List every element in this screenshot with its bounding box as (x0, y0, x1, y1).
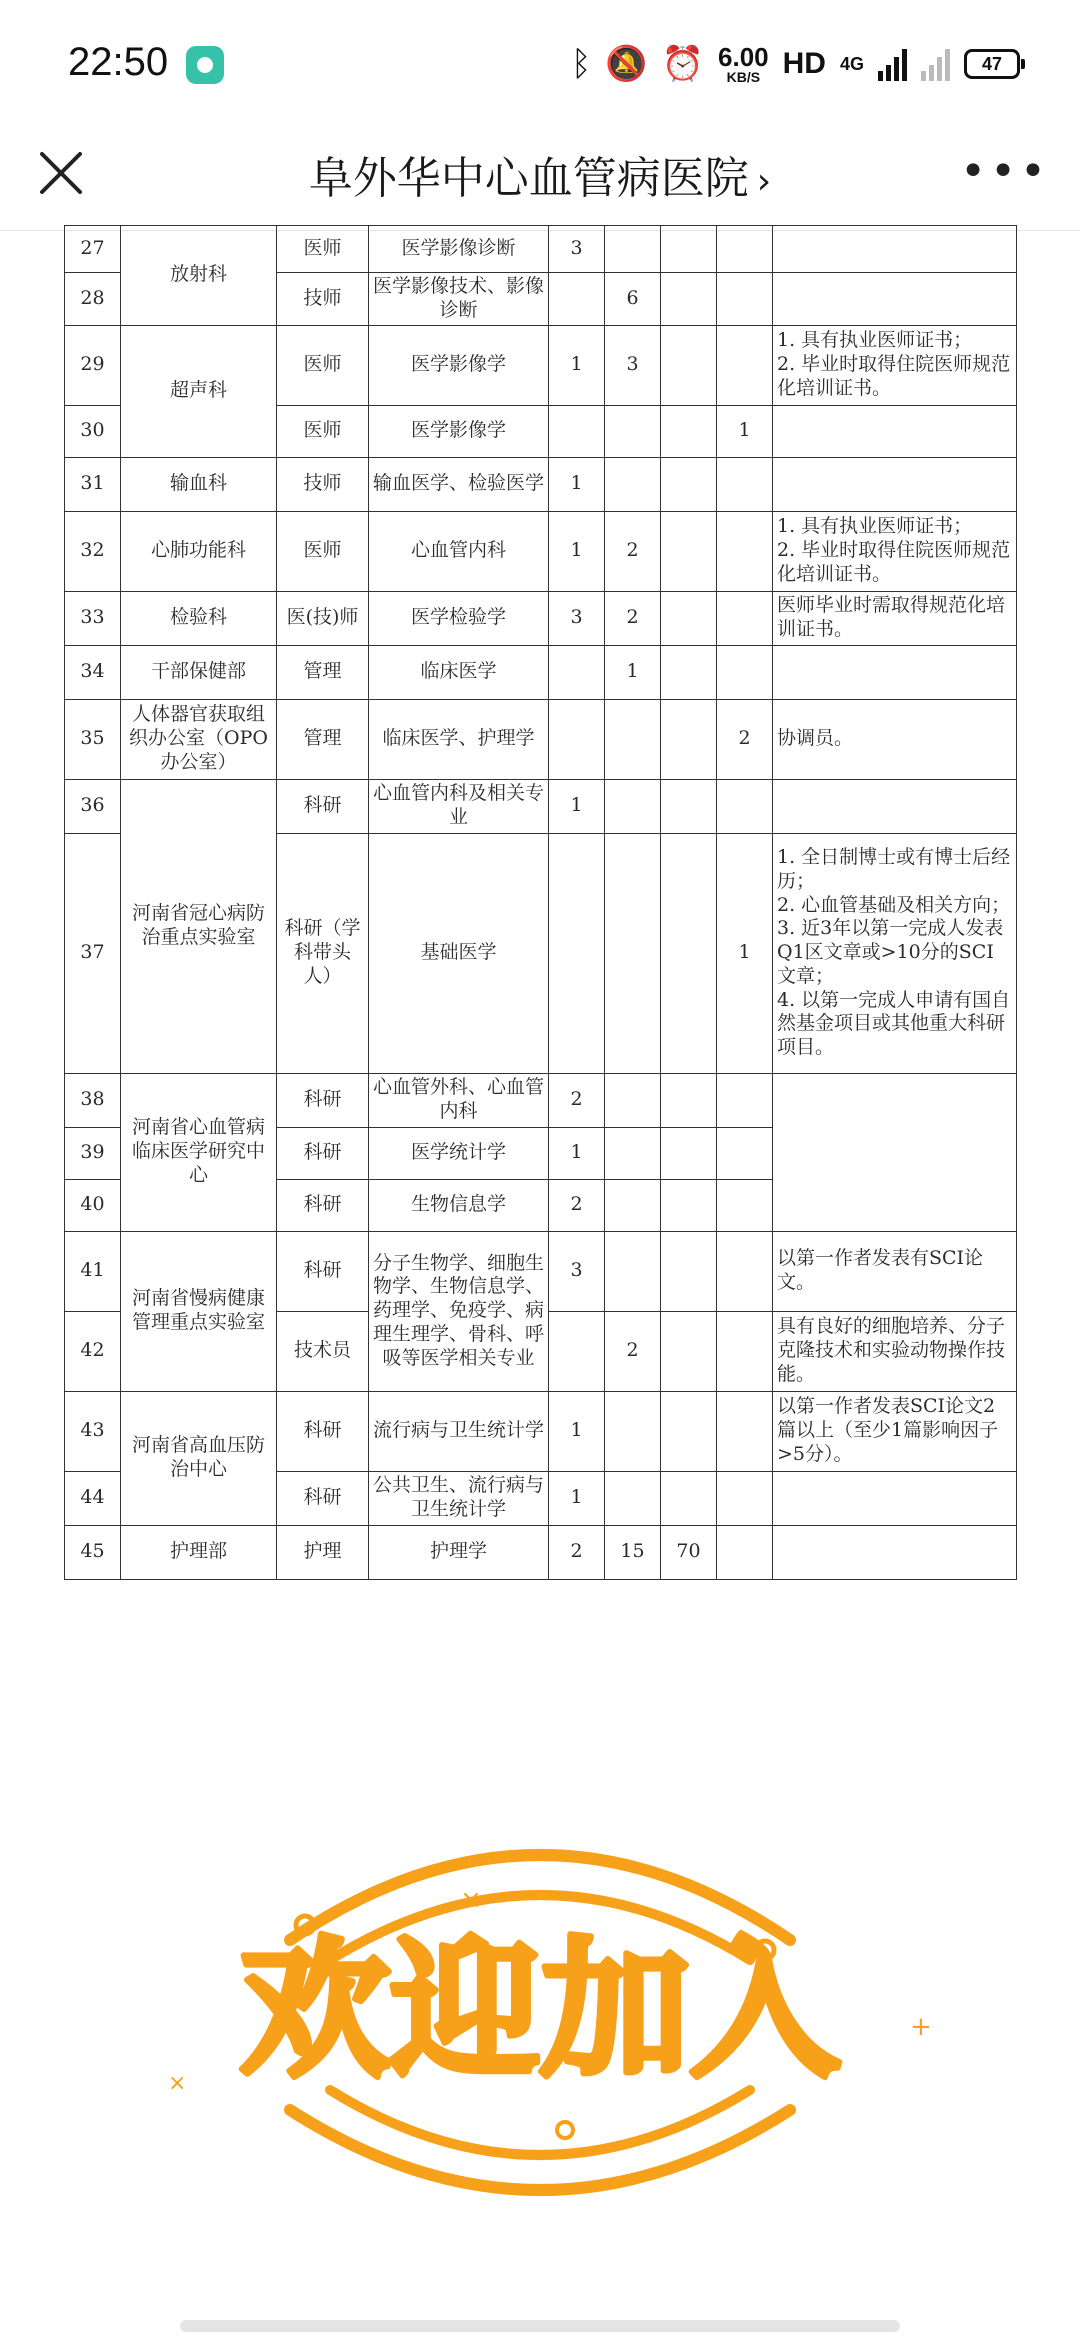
major-cell: 临床医学、护理学 (369, 699, 549, 779)
note-cell: 医师毕业时需取得规范化培训证书。 (773, 591, 1017, 645)
count-cell: 1 (549, 325, 605, 405)
note-cell (773, 226, 1017, 273)
count-cell: 15 (605, 1525, 661, 1579)
status-icons (571, 38, 1020, 90)
count-cell: 70 (661, 1525, 717, 1579)
network-speed: 6.00 KB/S (718, 42, 769, 85)
department-cell: 干部保健部 (121, 645, 277, 699)
count-cell: 2 (605, 511, 661, 591)
major-cell: 心血管内科 (369, 511, 549, 591)
count-cell (605, 226, 661, 273)
count-cell (661, 457, 717, 511)
count-cell: 1 (549, 779, 605, 833)
svg-text:×: × (168, 2071, 187, 2096)
count-cell (661, 1127, 717, 1179)
count-cell (717, 1231, 773, 1311)
type-cell: 医师 (277, 325, 369, 405)
type-cell: 医师 (277, 511, 369, 591)
count-cell: 2 (717, 699, 773, 779)
count-cell: 1 (717, 405, 773, 457)
row-number: 45 (65, 1525, 121, 1579)
count-cell (661, 226, 717, 273)
department-cell: 超声科 (121, 325, 277, 457)
table-row (65, 699, 1017, 779)
row-number: 44 (65, 1471, 121, 1525)
row-number: 33 (65, 591, 121, 645)
major-cell: 分子生物学、细胞生物学、生物信息学、药理学、免疫学、病理生理学、骨科、呼吸等医学相关专业 (369, 1231, 549, 1391)
department-cell: 河南省慢病健康管理重点实验室 (121, 1231, 277, 1391)
count-cell (717, 226, 773, 273)
count-cell (661, 779, 717, 833)
row-number: 42 (65, 1311, 121, 1391)
major-cell: 医学统计学 (369, 1127, 549, 1179)
department-cell: 心肺功能科 (121, 511, 277, 591)
major-cell: 生物信息学 (369, 1179, 549, 1231)
type-cell: 科研 (277, 1231, 369, 1311)
bluetooth-icon: ᛒ (570, 45, 592, 83)
department-cell: 河南省心血管病临床医学研究中心 (121, 1073, 277, 1231)
count-cell: 1 (717, 833, 773, 1073)
count-cell (549, 833, 605, 1073)
type-cell: 技术员 (277, 1311, 369, 1391)
note-cell: 协调员。 (773, 699, 1017, 779)
table-row (65, 457, 1017, 511)
note-cell (773, 1073, 1017, 1231)
count-cell: 6 (605, 273, 661, 326)
count-cell (605, 1073, 661, 1127)
app-notification-icon (186, 46, 224, 84)
count-cell (661, 591, 717, 645)
count-cell (661, 1179, 717, 1231)
type-cell: 科研（学科带头人） (277, 833, 369, 1073)
count-cell (549, 273, 605, 326)
count-cell (717, 1127, 773, 1179)
note-cell: 具有良好的细胞培养、分子克隆技术和实验动物操作技能。 (773, 1311, 1017, 1391)
signal-icon-sim2 (921, 47, 950, 81)
department-cell: 人体器官获取组织办公室（OPO办公室） (121, 699, 277, 779)
count-cell (717, 1471, 773, 1525)
table-row (65, 1525, 1017, 1579)
count-cell (661, 645, 717, 699)
table-row (65, 226, 1017, 273)
top-nav-bar (0, 120, 1080, 231)
count-cell (717, 1179, 773, 1231)
major-cell: 医学影像技术、影像诊断 (369, 273, 549, 326)
count-cell: 3 (549, 226, 605, 273)
count-cell (605, 457, 661, 511)
battery-icon: 47 (964, 49, 1020, 79)
count-cell (661, 699, 717, 779)
count-cell: 1 (549, 1391, 605, 1471)
row-number: 36 (65, 779, 121, 833)
count-cell: 1 (605, 645, 661, 699)
major-cell: 输血医学、检验医学 (369, 457, 549, 511)
type-cell: 管理 (277, 645, 369, 699)
major-cell: 医学影像诊断 (369, 226, 549, 273)
type-cell: 医师 (277, 226, 369, 273)
count-cell: 3 (549, 591, 605, 645)
type-cell: 科研 (277, 1471, 369, 1525)
note-cell (773, 405, 1017, 457)
department-cell: 放射科 (121, 226, 277, 326)
department-cell: 输血科 (121, 457, 277, 511)
count-cell (661, 405, 717, 457)
count-cell (549, 645, 605, 699)
type-cell: 科研 (277, 1127, 369, 1179)
major-cell: 流行病与卫生统计学 (369, 1391, 549, 1471)
type-cell: 技师 (277, 457, 369, 511)
note-cell: 以第一作者发表SCI论文2篇以上（至少1篇影响因子>5分）。 (773, 1391, 1017, 1471)
note-cell (773, 645, 1017, 699)
count-cell (717, 325, 773, 405)
row-number: 35 (65, 699, 121, 779)
status-bar (0, 0, 1080, 130)
page-title[interactable] (0, 142, 1080, 206)
table-row (65, 511, 1017, 591)
department-cell: 检验科 (121, 591, 277, 645)
row-number: 38 (65, 1073, 121, 1127)
count-cell: 1 (549, 1127, 605, 1179)
count-cell: 2 (549, 1525, 605, 1579)
svg-text:+: + (910, 2012, 932, 2042)
alarm-icon: ⏰ (661, 45, 705, 83)
hd-indicator: HD (782, 47, 826, 80)
count-cell (661, 273, 717, 326)
count-cell (717, 457, 773, 511)
row-number: 37 (65, 833, 121, 1073)
type-cell: 医师 (277, 405, 369, 457)
row-number: 39 (65, 1127, 121, 1179)
department-cell: 护理部 (121, 1525, 277, 1579)
count-cell (717, 511, 773, 591)
note-cell: 1. 全日制博士或有博士后经历； 2. 心血管基础及相关方向； 3. 近3年以第一完成人发表Q1区文章或>10分的SCI文章； 4. 以第一完成人申请有国自然基金项目或其他重大科研项目。 (773, 833, 1017, 1073)
row-number: 32 (65, 511, 121, 591)
count-cell (717, 591, 773, 645)
type-cell: 管理 (277, 699, 369, 779)
major-cell: 临床医学 (369, 645, 549, 699)
count-cell (605, 405, 661, 457)
count-cell: 1 (549, 511, 605, 591)
type-cell: 科研 (277, 1179, 369, 1231)
count-cell (661, 1391, 717, 1471)
count-cell: 1 (549, 1471, 605, 1525)
major-cell: 医学影像学 (369, 405, 549, 457)
network-type: 4G (839, 53, 864, 74)
department-cell: 河南省冠心病防治重点实验室 (121, 779, 277, 1073)
table-row (65, 591, 1017, 645)
major-cell: 护理学 (369, 1525, 549, 1579)
major-cell: 公共卫生、流行病与卫生统计学 (369, 1471, 549, 1525)
count-cell: 2 (605, 591, 661, 645)
more-options-icon[interactable]: ••• (960, 146, 1050, 197)
count-cell: 2 (549, 1179, 605, 1231)
note-cell: 1. 具有执业医师证书； 2. 毕业时取得住院医师规范化培训证书。 (773, 511, 1017, 591)
count-cell (605, 1471, 661, 1525)
table-row (65, 645, 1017, 699)
count-cell (549, 405, 605, 457)
type-cell: 护理 (277, 1525, 369, 1579)
note-cell: 以第一作者发表有SCI论文。 (773, 1231, 1017, 1311)
mute-bell-icon: 🔕 (605, 45, 648, 83)
major-cell: 心血管内科及相关专业 (369, 779, 549, 833)
table-row (65, 1231, 1017, 1311)
type-cell: 技师 (277, 273, 369, 326)
count-cell (661, 1471, 717, 1525)
count-cell (661, 325, 717, 405)
table-row (65, 325, 1017, 405)
count-cell (605, 699, 661, 779)
row-number: 30 (65, 405, 121, 457)
type-cell: 科研 (277, 1391, 369, 1471)
count-cell (717, 273, 773, 326)
count-cell (717, 1073, 773, 1127)
count-cell (549, 1311, 605, 1391)
note-cell (773, 1471, 1017, 1525)
signal-icon (878, 47, 907, 81)
row-number: 40 (65, 1179, 121, 1231)
count-cell (717, 1391, 773, 1471)
type-cell: 科研 (277, 1073, 369, 1127)
count-cell (661, 1231, 717, 1311)
count-cell (661, 1073, 717, 1127)
status-time: 22:50 (68, 40, 169, 84)
welcome-text: 欢迎加入 (239, 1924, 841, 2098)
row-number: 41 (65, 1231, 121, 1311)
major-cell: 医学影像学 (369, 325, 549, 405)
note-cell (773, 457, 1017, 511)
major-cell: 医学检验学 (369, 591, 549, 645)
count-cell: 3 (605, 325, 661, 405)
type-cell: 科研 (277, 779, 369, 833)
note-cell (773, 273, 1017, 326)
page-title-text: 阜外华中心血管病医院 (308, 153, 749, 204)
major-cell: 心血管外科、心血管内科 (369, 1073, 549, 1127)
welcome-banner-image (140, 1790, 940, 2210)
count-cell (605, 1179, 661, 1231)
row-number: 28 (65, 273, 121, 326)
count-cell: 2 (549, 1073, 605, 1127)
count-cell (605, 1391, 661, 1471)
note-cell (773, 779, 1017, 833)
count-cell (661, 833, 717, 1073)
row-number: 43 (65, 1391, 121, 1471)
table-row (65, 1391, 1017, 1471)
row-number: 34 (65, 645, 121, 699)
row-number: 31 (65, 457, 121, 511)
count-cell (717, 645, 773, 699)
major-cell: 基础医学 (369, 833, 549, 1073)
gesture-bar (180, 2320, 900, 2332)
count-cell (549, 699, 605, 779)
count-cell (605, 1127, 661, 1179)
count-cell: 1 (549, 457, 605, 511)
table-row (65, 1073, 1017, 1127)
count-cell (605, 779, 661, 833)
svg-text:×: × (460, 1885, 482, 1915)
count-cell (717, 779, 773, 833)
table-row (65, 779, 1017, 833)
department-cell: 河南省高血压防治中心 (121, 1391, 277, 1525)
row-number: 27 (65, 226, 121, 273)
count-cell (661, 1311, 717, 1391)
note-cell (773, 1525, 1017, 1579)
count-cell (605, 833, 661, 1073)
count-cell (717, 1525, 773, 1579)
count-cell: 2 (605, 1311, 661, 1391)
jobs-table-image (64, 225, 1016, 1580)
type-cell: 医(技)师 (277, 591, 369, 645)
note-cell: 1. 具有执业医师证书； 2. 毕业时取得住院医师规范化培训证书。 (773, 325, 1017, 405)
count-cell (605, 1231, 661, 1311)
count-cell: 3 (549, 1231, 605, 1311)
count-cell (661, 511, 717, 591)
count-cell (717, 1311, 773, 1391)
row-number: 29 (65, 325, 121, 405)
chevron-right-icon: › (756, 161, 772, 202)
jobs-table (64, 225, 1017, 1580)
